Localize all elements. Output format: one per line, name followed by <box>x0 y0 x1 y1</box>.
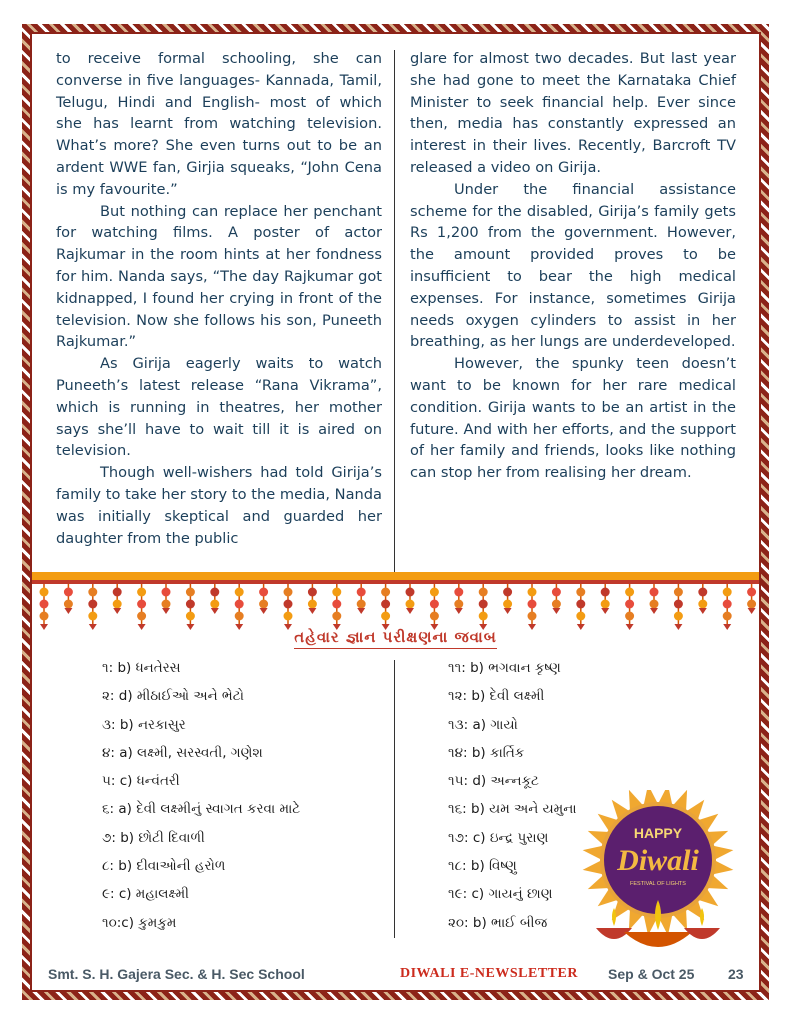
article-paragraph: However, the spunky teen doesn’t want to be known for her rare medical condition. Girija wants to be an artist in the future. And with her efforts, and the support of her family and friends, looks like nothing can stop her from realising her dream. <box>410 355 736 482</box>
answers-divider <box>394 660 395 938</box>
article-paragraph: As Girija eagerly waits to watch Puneeth’s latest release “Rana Vikrama”, which is running in theatres, her mother says she’ll have to wait till it is aired on television. <box>56 355 382 460</box>
answer-item: ૧૫: d) અન્નકૂટ <box>448 773 539 790</box>
answer-item: ૯: c) મહાલક્ષ્મી <box>102 886 190 903</box>
answer-item: ૩: b) નરકાસુર <box>102 716 186 733</box>
answer-item: ૧૯: c) ગાયનું છાણ <box>448 886 553 903</box>
article-paragraph: But nothing can replace her penchant for watching films. A poster of actor Rajkumar in the room hints at her fondness for him. Nanda says, “The day Rajkumar got kidnapped, I found her crying in front of the television. Now she follows his son, Puneeth Rajkumar.” <box>56 202 382 351</box>
answer-item: ૮: b) દીવાઓની હરોળ <box>102 858 226 875</box>
answer-item: ૭: b) છોટી દિવાળી <box>102 829 205 846</box>
answer-item: ૨૦: b) ભાઈ બીજ <box>448 914 548 931</box>
column-divider <box>394 50 395 572</box>
footer-school-name: Smt. S. H. Gajera Sec. & H. Sec School <box>48 966 305 982</box>
answer-item: ૧૧: b) ભગવાન કૃષ્ણ <box>448 660 561 676</box>
footer-issue-date: Sep & Oct 25 <box>608 966 695 982</box>
answer-item: ૧૨: b) દેવી લક્ષ્મી <box>448 688 545 705</box>
badge-tagline-text: FESTIVAL OF LIGHTS <box>630 881 686 887</box>
article-column-left <box>56 48 382 549</box>
answer-item: ૧૬: b) યમ અને યમુના <box>448 801 577 818</box>
article-column-right <box>410 48 736 484</box>
badge-diwali-text: Diwali <box>617 844 699 877</box>
article-paragraph: glare for almost two decades. But last year she had gone to meet the Karnataka Chief Minister to seek financial help. Ever since then, media has constantly expressed an interest in their lives. Recently, Barcroft TV released a video on Girija. <box>410 50 736 176</box>
happy-diwali-badge <box>574 790 750 960</box>
footer-newsletter-title: DIWALI E-NEWSLETTER <box>400 966 578 981</box>
answer-item: ૧૪: b) કાર્તિક <box>448 744 525 761</box>
article-paragraph: to receive formal schooling, she can converse in five languages- Kannada, Tamil, Telugu, Hindi and English- most of which she has learnt from watching television. What’s more? She even turns out to be an ardent WWE fan, Girjia squeaks, “John Cena is my favourite.” <box>56 50 382 198</box>
answer-item: ૪: a) લક્ષ્મી, સરસ્વતી, ગણેશ <box>102 744 263 761</box>
answer-item: ૧૭: c) ઇન્દ્ર પુરાણ <box>448 829 549 846</box>
answer-item: ૧: b) ધનતેરસ <box>102 660 181 676</box>
answer-item: ૬: a) દેવી લક્ષ્મીનું સ્વાગત કરવા માટે <box>102 801 301 818</box>
page-footer <box>0 966 791 988</box>
answer-item: ૧૦:c) કુમકુમ <box>102 914 177 931</box>
badge-happy-text: HAPPY <box>633 825 683 841</box>
answers-column-left <box>102 654 300 937</box>
article-paragraph: Though well-wishers had told Girija’s family to take her story to the media, Nanda was initially skeptical and guarded her daughter from the public <box>56 464 382 547</box>
answers-column-right <box>448 654 577 937</box>
footer-page-number: 23 <box>728 966 744 982</box>
article-paragraph: Under the financial assistance scheme for the disabled, Girija’s family gets Rs 1,200 from the government. However, the amount provided proves to be insufficient to bear the high medical expenses. For instance, sometimes Girija needs oxygen cylinders to assist in her breathing, as her lungs are underdeveloped. <box>410 180 736 351</box>
quiz-answers-title: તહેવાર જ્ઞાન પરીક્ષણના જવાબ <box>0 628 791 646</box>
diya-lamp-icon <box>596 900 720 947</box>
answer-item: ૧૩: a) ગાયો <box>448 716 518 733</box>
answer-item: ૧૮: b) વિષ્ણુ <box>448 858 517 875</box>
garland-decoration <box>32 572 759 630</box>
answer-item: ૨: d) મીઠાઈઓ અને ભેટો <box>102 688 244 705</box>
answer-item: ૫: c) ધન્વંતરી <box>102 773 180 790</box>
